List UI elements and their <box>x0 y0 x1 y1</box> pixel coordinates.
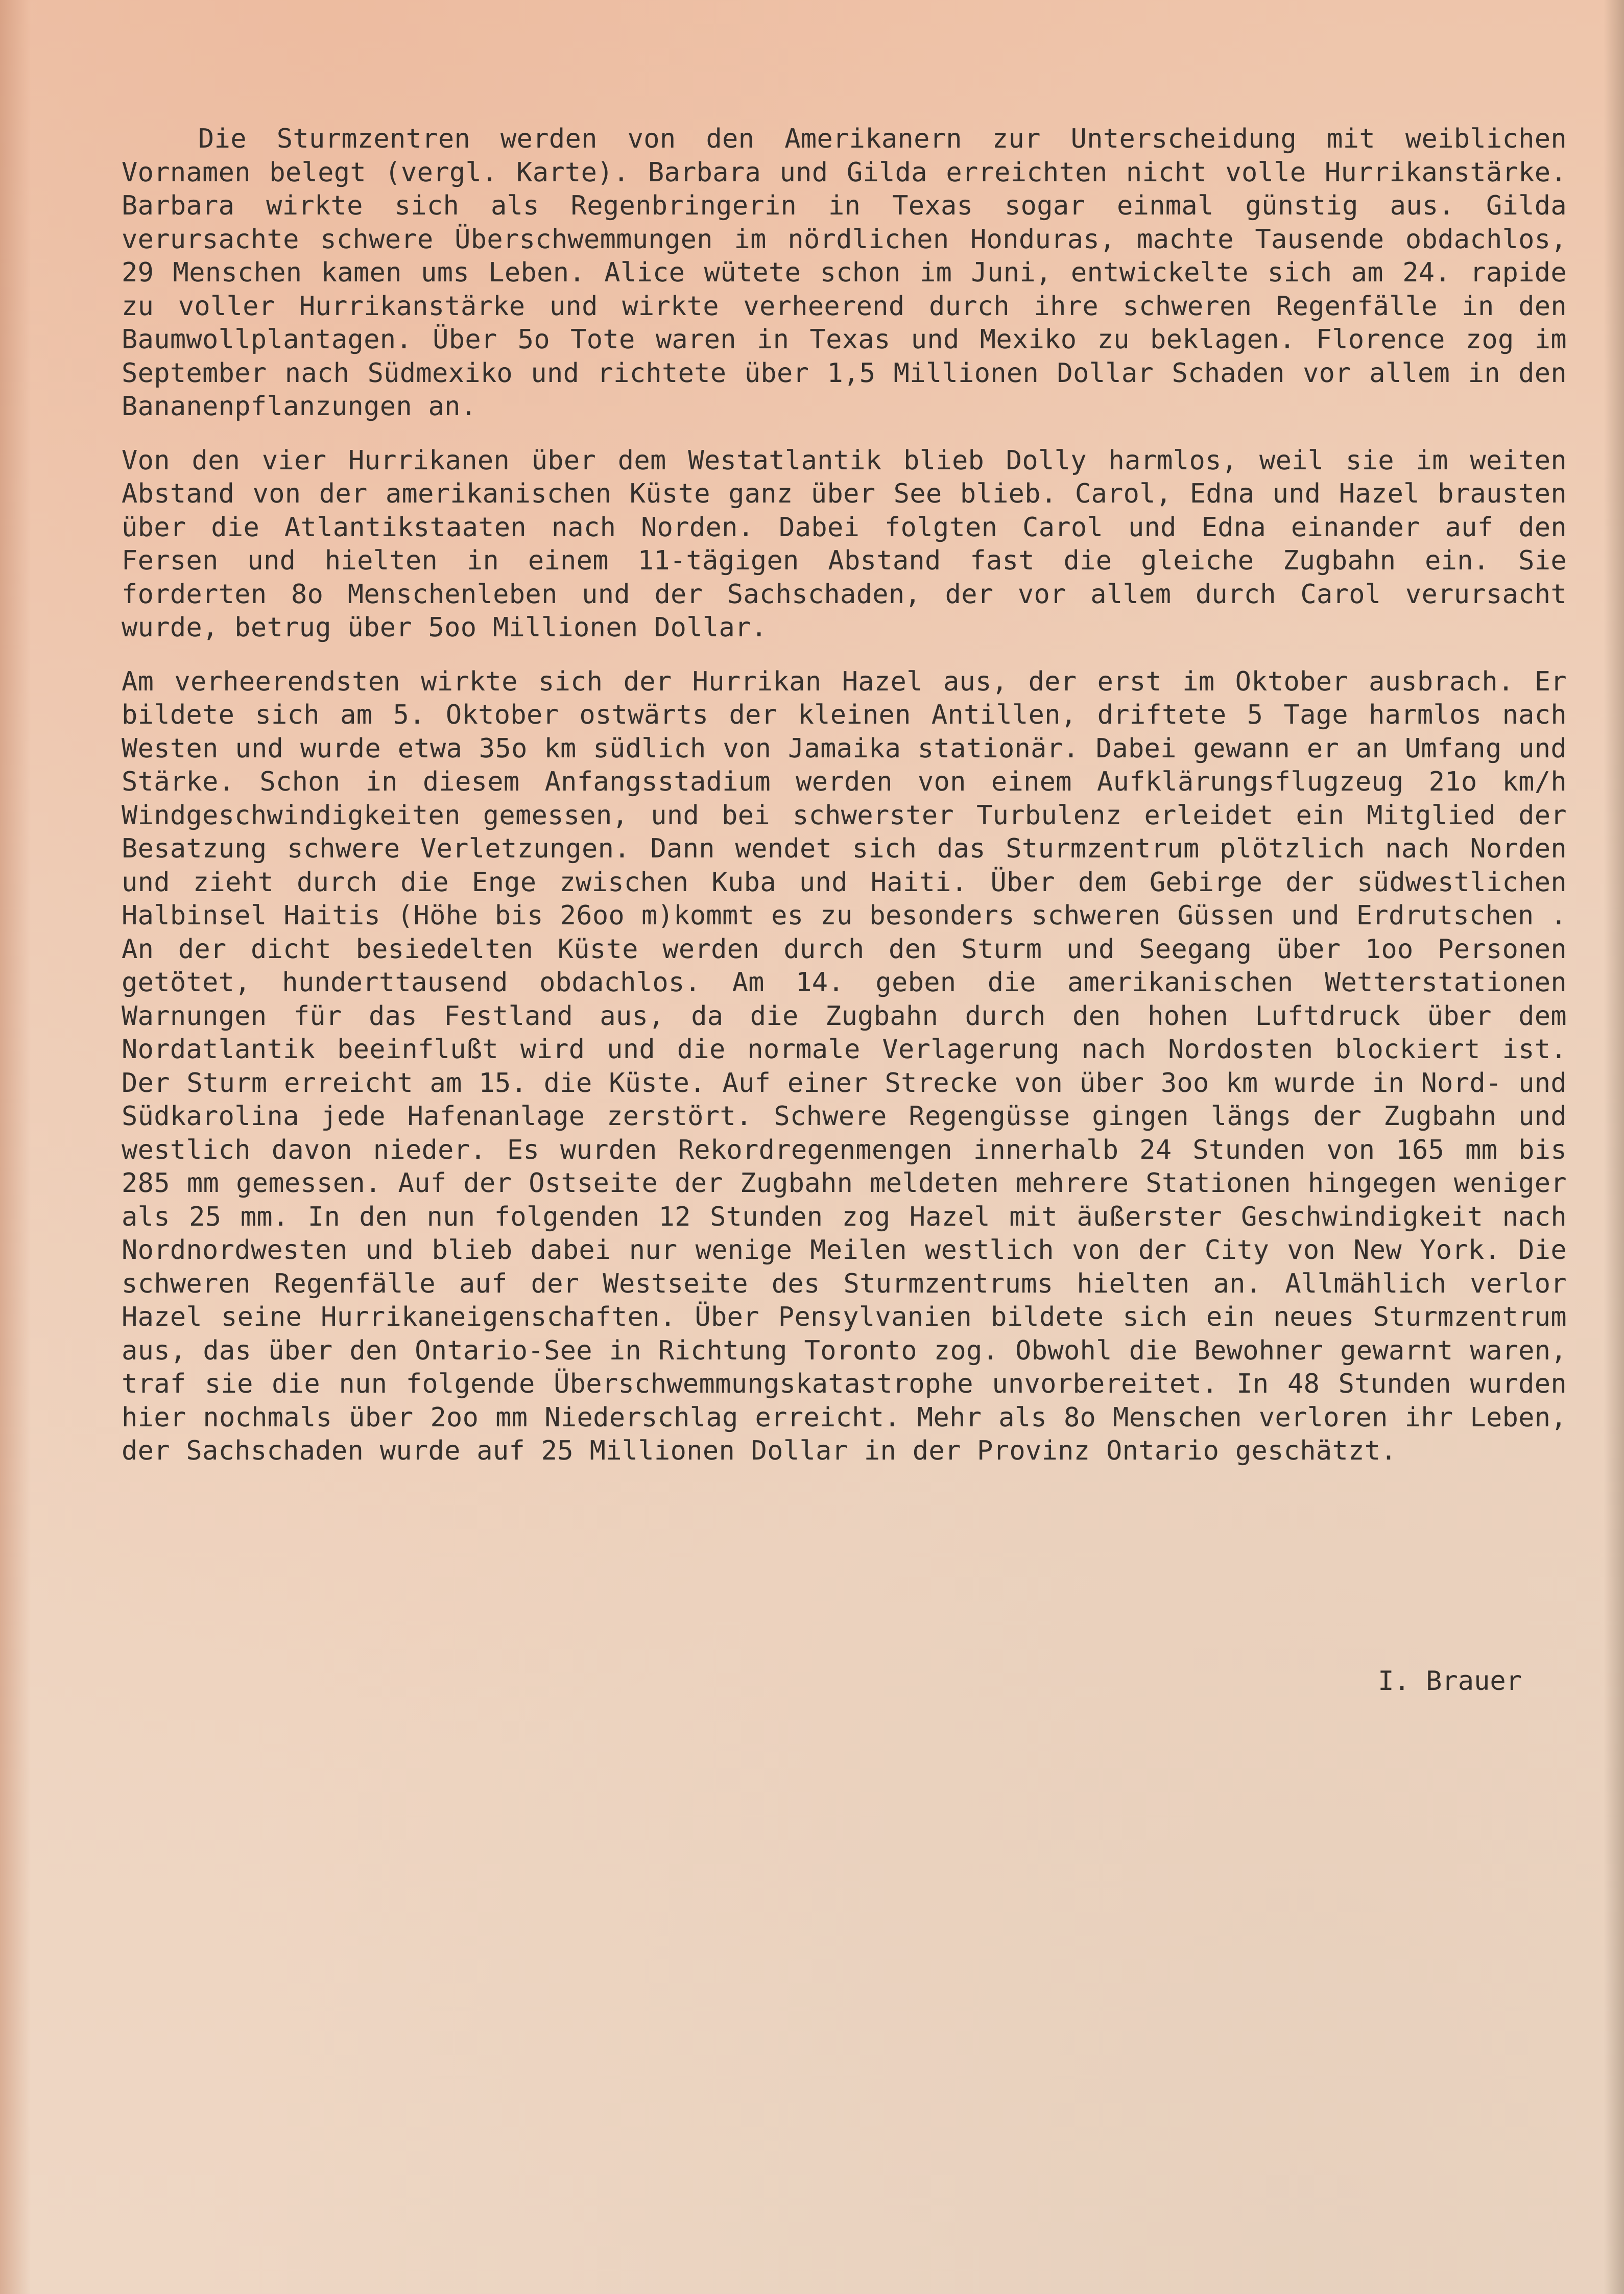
paragraph-hurricane-hazel: Am verheerendsten wirkte sich der Hurrikan Hazel aus, der erst im Oktober ausbrach. Er bildete sich am 5. Oktober ostwärts der kleinen Antillen, driftete 5 Tage harmlos nach Westen und wurde etwa 35o km südlich von Jamaika stationär. Dabei gewann er an Umfang und Stärke. Schon in diesem Anfangsstadium werden von einem Aufklärungsflugzeug 21o km/h Windgeschwindigkeiten gemessen, und bei schwerster Turbulenz erleidet ein Mitglied der Besatzung schwere Verletzungen. Dann wendet sich das Sturmzentrum plötzlich nach Norden und zieht durch die Enge zwischen Kuba und Haiti. Über dem Gebirge der südwestlichen Halbinsel Haitis (Höhe bis 26oo m)kommt es zu besonders schweren Güssen und Erdrutschen . An der dicht besiedelten Küste werden durch den Sturm und Seegang über 1oo Personen getötet, hunderttausend obdachlos. Am 14. geben die amerikanischen Wetterstationen Warnungen für das Festland aus, da die Zugbahn durch den hohen Luftdruck über dem Nordatlantik beeinflußt wird und die normale Verlagerung nach Nordosten blockiert ist. Der Sturm erreicht am 15. die Küste. Auf einer Strecke von über 3oo km wurde in Nord- und Südkarolina jede Hafenanlage zerstört. Schwere Regengüsse gingen längs der Zugbahn und westlich davon nieder. Es wurden Rekordregenmengen innerhalb 24 Stunden von 165 mm bis 285 mm gemessen. Auf der Ostseite der Zugbahn meldeten mehrere Stationen hingegen weniger als 25 mm. In den nun folgenden 12 Stunden zog Hazel mit äußerster Geschwindigkeit nach Nordnordwesten und blieb dabei nur wenige Meilen westlich von der City von New York. Die schweren Regenfälle auf der Westseite des Sturmzentrums hielten an. Allmählich verlor Hazel seine Hurrikaneigenschaften. Über Pensylvanien bildete sich ein neues Sturmzentrum aus, das über den Ontario-See in Richtung Toronto zog. Obwohl die Bewohner gewarnt waren, traf sie die nun folgende Überschwemmungskatastrophe unvorbereitet. In 48 Stunden wurden hier nochmals über 2oo mm Niederschlag erreicht. Mehr als 8o Menschen verloren ihr Leben, der Sachschaden wurde auf 25 Millionen Dollar in der Provinz Ontario geschätzt. <box>122 666 1567 1466</box>
page-edge-shadow-left <box>0 0 31 2294</box>
author-signature: I. Brauer <box>1378 1666 1522 1696</box>
paragraph-west-atlantic-hurricanes: Von den vier Hurrikanen über dem Westatlantik blieb Dolly harmlos, weil sie im weiten Abstand von der amerikanischen Küste ganz über See blieb. Carol, Edna und Hazel brausten über die Atlantikstaaten nach Norden. Dabei folgten Carol und Edna einander auf den Fersen und hielten in einem 11-tägigen Abstand fast die gleiche Zugbahn ein. Sie forderten 8o Menschenleben und der Sachschaden, der vor allem durch Carol verursacht wurde, betrug über 5oo Millionen Dollar. <box>122 445 1567 643</box>
paragraph-storm-names: Die Sturmzentren werden von den Amerikanern zur Unterscheidung mit weiblichen Vornamen belegt (vergl. Karte). Barbara und Gilda erreichten nicht volle Hurrikanstärke. Barbara wirkte sich als Regenbringerin in Texas sogar einmal günstig aus. Gilda verursachte schwere Überschwemmungen im nördlichen Honduras, machte Tausende obdachlos, 29 Menschen kamen ums Leben. Alice wütete schon im Juni, entwickelte sich am 24. rapide zu voller Hurrikanstärke und wirkte verheerend durch ihre schweren Regenfälle in den Baumwollplantagen. Über 5o Tote waren in Texas und Mexiko zu beklagen. Florence zog im September nach Südmexiko und richtete über 1,5 Millionen Dollar Schaden vor allem in den Bananenpflanzungen an. <box>122 124 1567 422</box>
page-edge-shadow-right <box>1604 0 1624 2294</box>
document-body <box>122 123 1567 1468</box>
